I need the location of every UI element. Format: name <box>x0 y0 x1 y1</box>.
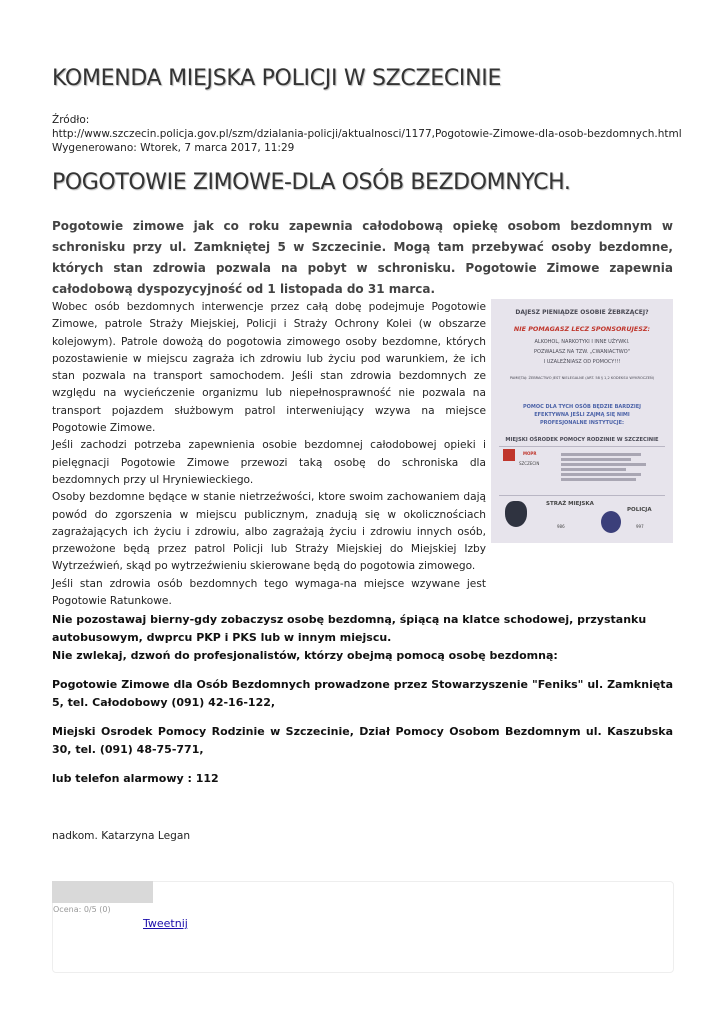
poster-divider <box>499 495 665 496</box>
article-author: nadkom. Katarzyna Legan <box>52 830 191 842</box>
poster-policja: POLICJA <box>627 507 652 513</box>
poster-divider <box>499 446 665 447</box>
poster-line: POMOC DLA TYCH OSÓB BĘDZIE BARDZIEJ <box>522 404 642 410</box>
poster-line: DAJESZ PIENIĄDZE OSOBIE ŻEBRZĄCEJ? <box>515 309 649 316</box>
rating-stars[interactable] <box>52 881 153 903</box>
source-label: Źródło: <box>52 114 90 126</box>
contact-mopr: Miejski Osrodek Pomocy Rodzinie w Szczecinie, Dział Pomocy Osobom Bezdomnym ul. Kaszubska 30, tel. (091) 48-75-771, <box>52 725 673 756</box>
generated-date: Wygenerowano: Wtorek, 7 marca 2017, 11:29 <box>52 142 295 154</box>
paragraph: Wobec osób bezdomnych interwencje przez całą dobę podejmuje Pogotowie Zimowe, patrole Straży Miejskiej, Policji i Straży Ochrony Kolei (w obszarze kolejowym). Patrole dowożą do pogotowia zimowego osoby bezdomne, których pozostawienie w miejscu zagraża ich zdrowiu lub życiu pod warunkiem, że ich stan pozwala na transport samochodem. Jeśli stan zdrowia bezdomnych ze względu na wycieńczenie organizmu lub niepełnosprawność nie pozwala na transport pojazdem służbowym patrol interweniujący wzywa na miejsce Pogotowie Zimowe. <box>52 301 486 435</box>
call-line: Nie zwlekaj, dzwoń do profesjonalistów, którzy obejmą pomocą osobę bezdomną: <box>52 649 558 662</box>
paragraph: Osoby bezdomne będące w stanie nietrzeźwości, ktore swoim zachowaniem dają powód do zgorszenia w miejscu publicznym, znadują się w okolicznościach zagrażających ich życiu i zdrowiu, albo zagrażają życiu i zdrowiu innych osób, przewożone będą przez patrol Policji lub Straży Miejskiej do Miejskiej Izby Wytrzeźwień, skąd po wytrzeźwieniu skierowane będą do pogotowia zimowego. <box>52 491 486 573</box>
article-body <box>52 299 486 610</box>
paragraph: Jeśli zachodzi potrzeba zapewnienia osobie bezdomnej całodobowej opieki i pielęgnacji Pogotowie Zimowe przewozi taką osobę do schroniska dla bezdomnych przy ul Hryniewieckiego. <box>52 439 486 486</box>
poster-szczecin: SZCZECIN <box>519 461 540 466</box>
paragraph: Jeśli stan zdrowia osób bezdomnych tego wymaga-na miejsce wzywane jest Pogotowie Ratunkowe. <box>52 577 486 608</box>
campaign-poster-image <box>491 299 673 543</box>
poster-line: ALKOHOL, NARKOTYKI I INNE UŻYWKI. <box>534 339 630 345</box>
article-title: POGOTOWIE ZIMOWE-DLA OSÓB BEZDOMNYCH. <box>52 170 571 195</box>
poster-997: 997 <box>636 524 644 529</box>
poster-line: MIEJSKI OŚRODEK POMOCY RODZINIE W SZCZECINIE <box>505 437 659 443</box>
poster-line: PROFESJONALNE INSTYTUCJE: <box>540 420 624 426</box>
city-guard-badge-icon <box>505 501 527 527</box>
site-title: KOMENDA MIEJSKA POLICJI W SZCZECINIE <box>52 66 502 91</box>
police-badge-icon <box>601 511 621 533</box>
poster-line: POZWALASZ NA TZW. „CWANIACTWO" <box>534 349 630 355</box>
tweet-link[interactable]: Tweetnij <box>143 917 188 930</box>
poster-straz: STRAŻ MIEJSKA <box>546 501 594 507</box>
contact-emergency: lub telefon alarmowy : 112 <box>52 772 219 785</box>
article-lead: Pogotowie zimowe jak co roku zapewnia całodobową opiekę osobom bezdomnym w schronisku przy ul. Zamkniętej 5 w Szczecinie. Mogą tam przebywać osoby bezdomne, których stan zdrowia pozwala na pobyt w schronisku. Pogotowie Zimowe zapewnia całodobową dyspozycyjność od 1 listopada do 31 marca. <box>52 219 673 296</box>
mopr-logo-icon <box>503 449 515 461</box>
poster-mopr: MOPR <box>523 451 537 456</box>
poster-986: 986 <box>557 524 565 529</box>
poster-small-text <box>561 451 656 483</box>
contact-feniks: Pogotowie Zimowe dla Osób Bezdomnych prowadzone przez Stowarzyszenie "Feniks" ul. Zamknięta 5, tel. Całodobowy (091) 42-16-122, <box>52 678 673 709</box>
poster-line: NIE POMAGASZ LECZ SPONSORUJESZ: <box>513 325 651 333</box>
poster-line: EFEKTYWNA JEŚLI ZAJMĄ SIĘ NIMI <box>534 412 630 418</box>
call-to-action <box>52 611 673 665</box>
source-url: http://www.szczecin.policja.gov.pl/szm/dzialania-policji/aktualnosci/1177,Pogotowie-Zimowe-dla-osob-bezdomnych.html <box>52 128 682 140</box>
poster-line: PAMIĘTAJ: ŻEBRACTWO JEST NIELEGALNE (ART. 58 § 1,2 KODEKSU WYKROCZEŃ) <box>509 376 655 380</box>
source-block <box>52 113 692 155</box>
call-line: Nie pozostawaj bierny-gdy zobaczysz osobę bezdomną, śpiącą na klatce schodowej, przystanku autobusowym, dwprcu PKP i PKS lub w innym miejscu. <box>52 613 647 644</box>
rating-label: Ocena: 0/5 (0) <box>53 905 111 914</box>
poster-line: I UZALEŻNIASZ OD POMOCY!!! <box>543 359 621 365</box>
